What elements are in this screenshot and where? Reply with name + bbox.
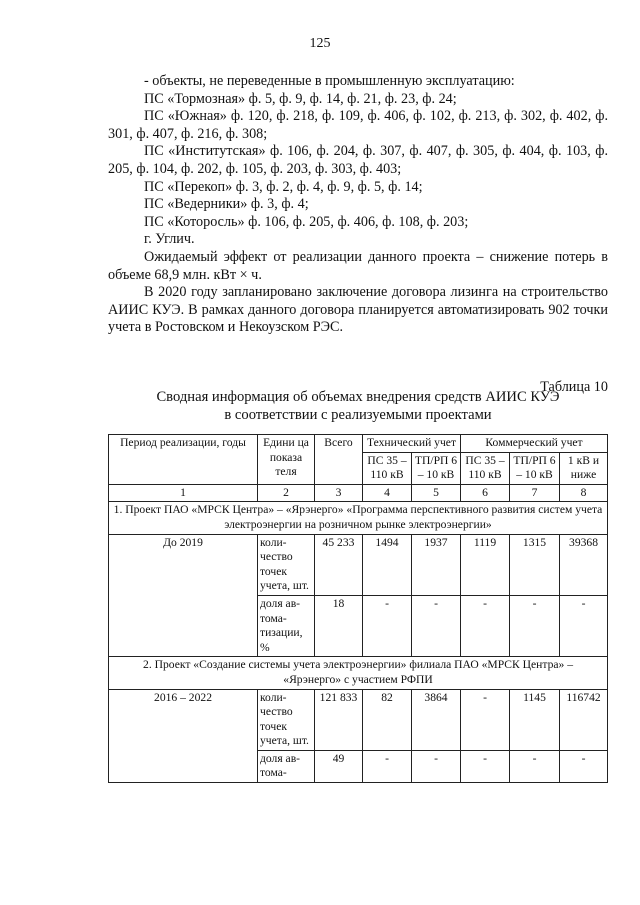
value-cell: - [560,750,608,782]
unit-cell: доля ав-тома- [258,750,315,782]
column-number-row [109,484,608,502]
unit-cell: коли-чество точек учета, шт. [258,534,315,595]
paragraph: В 2020 году запланировано заключение договора лизинга на строительство АИИС КУЭ. В рамках данного договора планируется автоматизировать 902 точки учета в Ростовском и Некоузском РЭС. [108,284,608,336]
unit-cell: коли-чество точек учета, шт. [258,689,315,750]
unit-cell: доля ав-тома-тизации, % [258,595,315,656]
value-cell: 1145 [510,689,560,750]
subheader-cell: 1 кВ и ниже [560,452,608,484]
paragraph: ПС «Южная» ф. 120, ф. 218, ф. 109, ф. 406, ф. 102, ф. 213, ф. 302, ф. 402, ф. 301, ф. 407, ф. 216, ф. 308; [108,108,608,142]
subheader-cell: ПС 35 – 110 кВ [461,452,510,484]
body-text [108,73,608,337]
paragraph: ПС «Институтская» ф. 106, ф. 204, ф. 307, ф. 407, ф. 305, ф. 404, ф. 103, ф. 205, ф. 104, ф. 202, ф. 105, ф. 203, ф. 303, ф. 403; [108,143,608,177]
header-period: Период реализации, годы [109,435,258,485]
subheader-cell: ПС 35 – 110 кВ [363,452,412,484]
paragraph: - объекты, не переведенные в промышленную эксплуатацию: [144,73,515,89]
table-title-line: Сводная информация об объемах внедрения средств АИИС КУЭ [156,389,560,405]
table-label: Таблица 10 [540,379,608,395]
value-cell: 1937 [412,534,461,595]
value-cell: - [363,595,412,656]
value-cell: 121 833 [315,689,363,750]
period-cell: 2016 – 2022 [109,689,258,783]
value-cell: - [412,750,461,782]
table-row [109,534,608,595]
table-row [109,689,608,750]
value-cell: - [510,750,560,782]
value-cell: 1494 [363,534,412,595]
header-commercial: Коммерческий учет [461,435,608,453]
value-cell: 1315 [510,534,560,595]
column-number: 2 [258,484,315,502]
table-header-row [109,435,608,453]
paragraph: Ожидаемый эффект от реализации данного проекта – снижение потерь в объеме 68,9 млн. кВт × ч. [108,248,608,283]
section-title: 1. Проект ПАО «МРСК Центра» – «Ярэнерго» «Программа перспективного развития систем учета электроэнергии на розничном рынке электроэнергии» [109,502,608,534]
summary-table [108,434,608,783]
value-cell: 18 [315,595,363,656]
column-number: 7 [510,484,560,502]
value-cell: 116742 [560,689,608,750]
column-number: 3 [315,484,363,502]
value-cell: - [560,595,608,656]
value-cell: 82 [363,689,412,750]
value-cell: 49 [315,750,363,782]
paragraph: ПС «Которосль» ф. 106, ф. 205, ф. 406, ф. 108, ф. 203; [144,213,469,230]
value-cell: - [412,595,461,656]
subheader-cell: ТП/РП 6 – 10 кВ [510,452,560,484]
value-cell: 1119 [461,534,510,595]
section-title-row [109,502,608,534]
section-title-row [109,657,608,689]
value-cell: - [510,595,560,656]
column-number: 4 [363,484,412,502]
paragraph: ПС «Тормозная» ф. 5, ф. 9, ф. 14, ф. 21, ф. 23, ф. 24; [144,90,457,107]
value-cell: 39368 [560,534,608,595]
section-title: 2. Проект «Создание системы учета электроэнергии» филиала ПАО «МРСК Центра» – «Ярэнерго» с участием РФПИ [109,657,608,689]
column-number: 1 [109,484,258,502]
value-cell: - [461,595,510,656]
column-number: 5 [412,484,461,502]
header-unit: Едини ца показа теля [258,435,315,485]
paragraph: г. Углич. [144,231,195,248]
table-title-line: в соответствии с реализуемыми проектами [224,406,492,423]
value-cell: - [363,750,412,782]
value-cell: - [461,689,510,750]
table-title [108,389,608,424]
value-cell: 45 233 [315,534,363,595]
value-cell: - [461,750,510,782]
period-cell: До 2019 [109,534,258,657]
header-technical: Технический учет [363,435,461,453]
column-number: 6 [461,484,510,502]
page-number: 125 [309,36,331,51]
subheader-cell: ТП/РП 6 – 10 кВ [412,452,461,484]
paragraph: ПС «Перекоп» ф. 3, ф. 2, ф. 4, ф. 9, ф. 5, ф. 14; [144,178,423,195]
value-cell: 3864 [412,689,461,750]
header-total: Всего [315,435,363,485]
paragraph: ПС «Ведерники» ф. 3, ф. 4; [144,196,309,213]
column-number: 8 [560,484,608,502]
